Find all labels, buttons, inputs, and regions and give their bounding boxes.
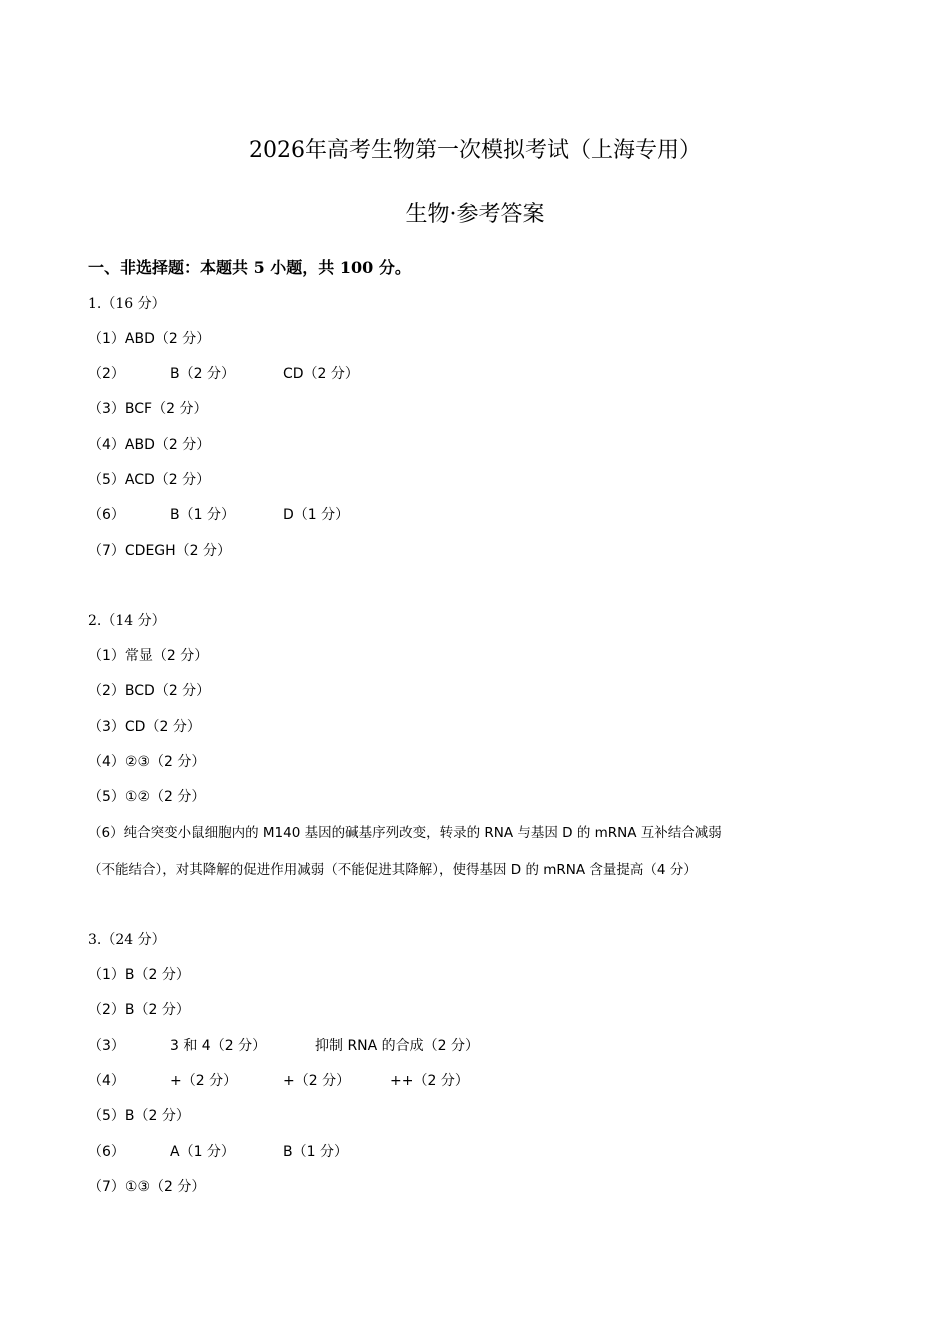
q2-answer-2: （2）BCD（2 分）	[88, 683, 211, 699]
question-3-header: 3.（24 分）	[88, 932, 166, 948]
q1-answer-6-part-1: B（1 分）	[170, 507, 235, 523]
q1-answer-2-part-1: B（2 分）	[170, 366, 235, 382]
q3-answer-4-number: （4）	[88, 1073, 125, 1089]
q1-answer-4: （4）ABD（2 分）	[88, 437, 211, 453]
q3-answer-6-part-1: A（1 分）	[170, 1144, 235, 1160]
q3-answer-6-number: （6）	[88, 1144, 125, 1160]
q2-answer-6-line-2: （不能结合），对其降解的促进作用减弱（不能促进其降解），使得基因 D 的 mRNA 含量提高（4 分）	[88, 862, 697, 878]
q3-answer-4-part-1: +（2 分）	[170, 1073, 238, 1089]
section-heading: 一、非选择题：本题共 5 小题，共 100 分。	[88, 258, 411, 277]
question-2-header: 2.（14 分）	[88, 613, 166, 629]
q3-answer-3-part-2: 抑制 RNA 的合成（2 分）	[315, 1038, 480, 1054]
q1-answer-2-part-2: CD（2 分）	[283, 366, 359, 382]
q1-answer-2-number: （2）	[88, 366, 125, 382]
q3-answer-6-part-2: B（1 分）	[283, 1144, 348, 1160]
q1-answer-6-part-2: D（1 分）	[283, 507, 350, 523]
q2-answer-5: （5）①②（2 分）	[88, 789, 206, 805]
q2-answer-6-line-1: （6）纯合突变小鼠细胞内的 M140 基因的碱基序列改变，转录的 RNA 与基因 D 的 mRNA 互补结合减弱	[88, 825, 722, 841]
q1-answer-6-number: （6）	[88, 507, 125, 523]
q1-answer-5: （5）ACD（2 分）	[88, 472, 211, 488]
q1-answer-1: （1）ABD（2 分）	[88, 331, 211, 347]
q3-answer-4-part-3: ++（2 分）	[390, 1073, 469, 1089]
page-title: 2026年高考生物第一次模拟考试（上海专用）	[249, 138, 701, 163]
q2-answer-3: （3）CD（2 分）	[88, 719, 201, 735]
q3-answer-3-number: （3）	[88, 1038, 125, 1054]
q1-answer-3: （3）BCF（2 分）	[88, 401, 208, 417]
q3-answer-1: （1）B（2 分）	[88, 967, 190, 983]
q2-answer-4: （4）②③（2 分）	[88, 754, 206, 770]
q3-answer-3-part-1: 3 和 4（2 分）	[170, 1038, 267, 1054]
q2-answer-1: （1）常显（2 分）	[88, 648, 209, 664]
q1-answer-7: （7）CDEGH（2 分）	[88, 543, 232, 559]
page-subtitle: 生物·参考答案	[405, 202, 545, 227]
q3-answer-7: （7）①③（2 分）	[88, 1179, 206, 1195]
question-1-header: 1.（16 分）	[88, 296, 166, 312]
q3-answer-5: （5）B（2 分）	[88, 1108, 190, 1124]
q3-answer-4-part-2: +（2 分）	[283, 1073, 351, 1089]
q3-answer-2: （2）B（2 分）	[88, 1002, 190, 1018]
